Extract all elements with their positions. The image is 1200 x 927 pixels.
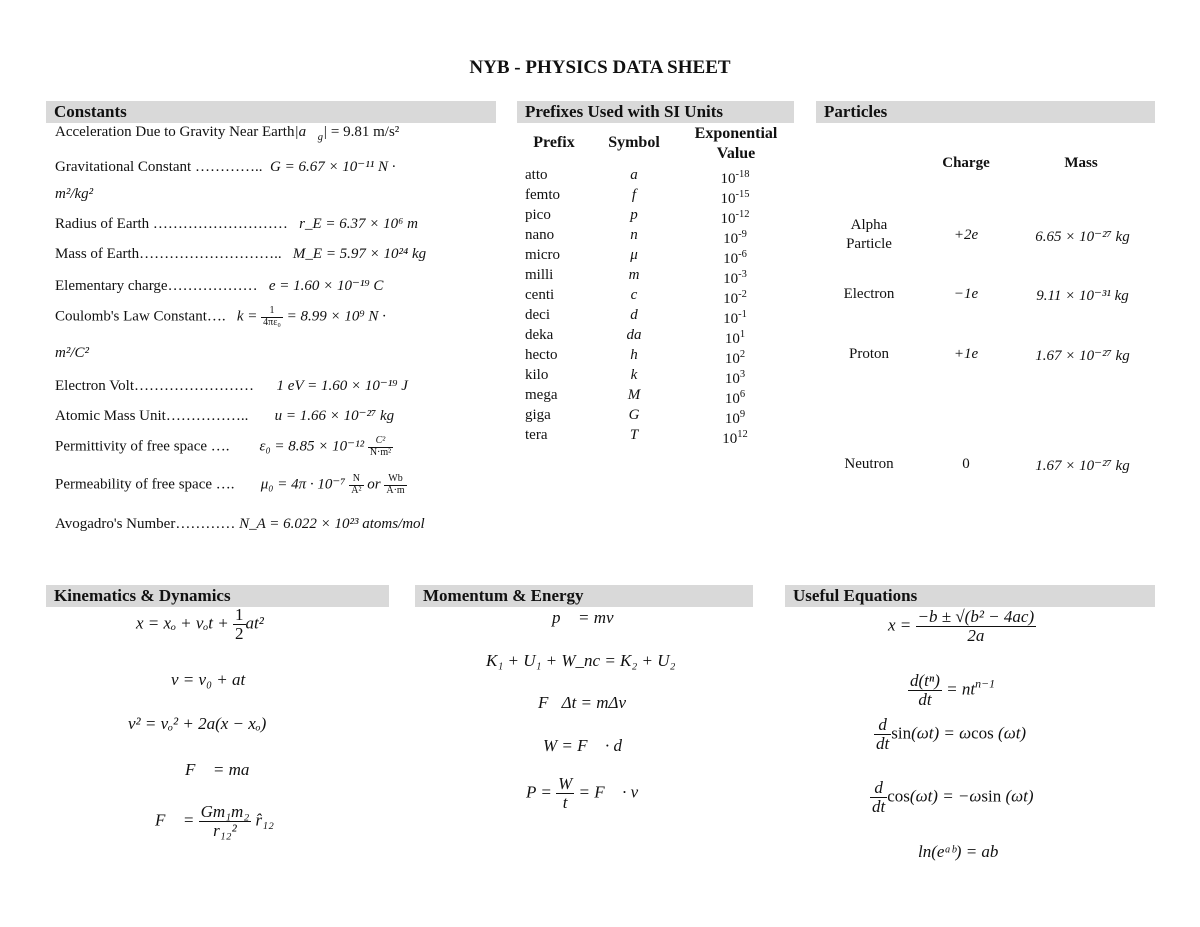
gravitation-equation: F⃗ = $\frac{\text{Gm₁m₂}}{\text{r₁₂²}}$ r̂₁₂ [155, 802, 274, 840]
prefix-name: hecto [525, 347, 558, 363]
sine-derivative: $\frac{d}{dt}$ sin(ωt) = ωcos (ωt) [876, 715, 1027, 753]
prefix-symbol: G [628, 407, 640, 423]
newton-second-law: F⃗ = ma⃗ [185, 760, 263, 779]
particle-name: Proton [848, 346, 889, 362]
prefix-name: nano [525, 227, 555, 243]
prefix-name: kilo [525, 367, 549, 383]
constant-elementary-charge: Elementary charge……………… e = 1.60 × 10⁻¹⁹ C [55, 278, 384, 294]
constant-gravitational: Gravitational Constant ………….. G = 6.67 × 10⁻¹¹ N · [55, 159, 396, 175]
prefix-value: $10^{12}$ [722, 429, 748, 447]
mass-col-header: Mass [1064, 155, 1098, 171]
power-equation: P = $\frac{W}{t}$ = F⃗ · v⃗ [526, 774, 652, 812]
particle-name: Neutron [844, 456, 894, 472]
exponential-col-header: Exponential Value [694, 125, 778, 162]
constant-coulomb: Coulomb's Law Constant…. k = $\frac{1}{\text{4πε₀}}$ = 8.99 × 10⁹ N · [55, 305, 386, 328]
prefix-value: $10^{-15}$ [720, 189, 750, 207]
prefix-name: deka [525, 327, 554, 343]
energy-conservation-equation: K₁ + U₁ + W_nc = K₂ + U₂ [486, 651, 676, 670]
prefix-value: $10^2$ [724, 349, 746, 367]
prefix-names-column [525, 165, 560, 445]
useful-header: Useful Equations [785, 585, 1155, 607]
prefix-name: centi [525, 287, 555, 303]
prefix-symbol: da [626, 327, 642, 343]
power-rule-derivative: $\frac{\text{d(tⁿ)}}{dt}$ = $nt^{n-1}$ [910, 671, 996, 709]
constant-radius-earth: Radius of Earth ……………………… r_E = 6.37 × 10⁶ m [55, 216, 418, 232]
prefix-symbol: T [629, 427, 639, 443]
prefix-symbol: d [630, 307, 638, 323]
constant-avogadro: Avogadro's Number………… N_A = 6.022 × 10²³ atoms/mol [55, 516, 425, 532]
quadratic-formula: x = $\frac{\text{−b ± √(b² − 4ac)}}{2a}$ [888, 607, 1035, 645]
constant-gravitational-units: m²/kg² [55, 186, 94, 202]
prefix-value: $10^9$ [724, 409, 746, 427]
prefix-symbol: m [628, 267, 640, 283]
impulse-equation: F⃗Δt = mΔv⃗ [538, 693, 640, 712]
page-title: NYB - PHYSICS DATA SHEET [469, 57, 731, 78]
velocity-equation: v = v₀ + at [171, 670, 246, 689]
prefix-col-header: Prefix [533, 134, 575, 151]
particle-charge: +2e [953, 227, 979, 243]
prefix-value: $10^{-6}$ [723, 249, 747, 267]
prefix-value: $10^{-12}$ [720, 209, 750, 227]
particle-charge: 0 [962, 456, 970, 472]
prefix-value: $10^6$ [724, 389, 746, 407]
symbol-col-header: Symbol [608, 134, 660, 151]
particles-header: Particles [816, 101, 1155, 123]
prefix-name: pico [525, 207, 551, 223]
prefix-symbols-column [614, 165, 654, 445]
momentum-header: Momentum & Energy [415, 585, 753, 607]
constant-permeability: Permeability of free space …. μ₀ = 4π · 10⁻⁷ $\frac{N}{\text{A²}}$ or $\frac{Wb}{A\cdot m}$ [55, 473, 405, 496]
constant-coulomb-units: m²/C² [55, 345, 89, 361]
prefix-symbol: h [630, 347, 638, 363]
prefix-name: micro [525, 247, 560, 263]
prefix-values-column [700, 165, 770, 445]
momentum-equation: p⃗ = mv⃗ [552, 608, 627, 627]
position-equation: x = xₒ + vₒt + $\frac{1}{2}$ at² [136, 605, 264, 643]
prefix-symbol: μ [630, 247, 638, 263]
prefix-symbol: a [630, 167, 638, 183]
prefix-name: milli [525, 267, 554, 283]
prefix-value: $10^{-3}$ [723, 269, 747, 287]
prefix-name: femto [525, 187, 560, 203]
particle-mass: 9.11 × 10⁻³¹ kg [1036, 288, 1129, 304]
particle-charge: +1e [953, 346, 979, 362]
natural-log-identity: ln(eᵃᵇ) = ab [918, 842, 999, 861]
constant-atomic-mass: Atomic Mass Unit…………….. u = 1.66 × 10⁻²⁷ kg [55, 408, 395, 424]
constants-header: Constants [46, 101, 496, 123]
particle-mass: 1.67 × 10⁻²⁷ kg [1035, 458, 1130, 474]
constant-electron-volt: Electron Volt…………………… 1 eV = 1.60 × 10⁻¹⁹ J [55, 378, 408, 394]
constant-permittivity: Permittivity of free space …. ε₀ = 8.85 × 10⁻¹² $\frac{\text{C²}}{\text{N·m²}}$ [55, 435, 392, 458]
prefix-value: $10^{-2}$ [723, 289, 747, 307]
prefix-name: atto [525, 167, 548, 183]
prefix-value: $10^{-1}$ [723, 309, 747, 327]
kinematics-header: Kinematics & Dynamics [46, 585, 389, 607]
particle-name: Alpha Particle [846, 217, 892, 252]
prefix-symbol: c [630, 287, 638, 303]
prefix-value: $10^{-18}$ [720, 169, 750, 187]
prefix-name: deci [525, 307, 550, 323]
prefix-symbol: n [630, 227, 638, 243]
particle-mass: 1.67 × 10⁻²⁷ kg [1035, 348, 1130, 364]
particle-charge: −1e [953, 286, 979, 302]
prefix-symbol: f [631, 187, 637, 203]
prefix-name: mega [525, 387, 558, 403]
particle-mass: 6.65 × 10⁻²⁷ kg [1035, 229, 1130, 245]
prefix-symbol: p [630, 207, 638, 223]
prefix-value: $10^1$ [724, 329, 746, 347]
prefix-name: tera [525, 427, 548, 443]
particle-name: Electron [843, 286, 895, 302]
charge-col-header: Charge [942, 155, 990, 171]
prefix-value: $10^3$ [724, 369, 746, 387]
constant-mass-earth: Mass of Earth……………………….. M_E = 5.97 × 10²⁴ kg [55, 246, 427, 262]
prefix-symbol: k [630, 367, 638, 383]
prefixes-header: Prefixes Used with SI Units [517, 101, 794, 123]
cosine-derivative: $\frac{d}{dt}$ cos(ωt) = −ωsin (ωt) [872, 778, 1034, 816]
prefix-symbol: M [627, 387, 641, 403]
prefix-name: giga [525, 407, 551, 423]
prefix-value: $10^{-9}$ [723, 229, 747, 247]
constant-gravity: Acceleration Due to Gravity Near $Earth|a⃗_g| = 9.81$ m/s² [55, 124, 400, 143]
work-equation: W = F⃗ · d⃗ [543, 736, 636, 755]
velocity-squared-equation: v² = vₒ² + 2a(x − xₒ) [128, 714, 267, 733]
